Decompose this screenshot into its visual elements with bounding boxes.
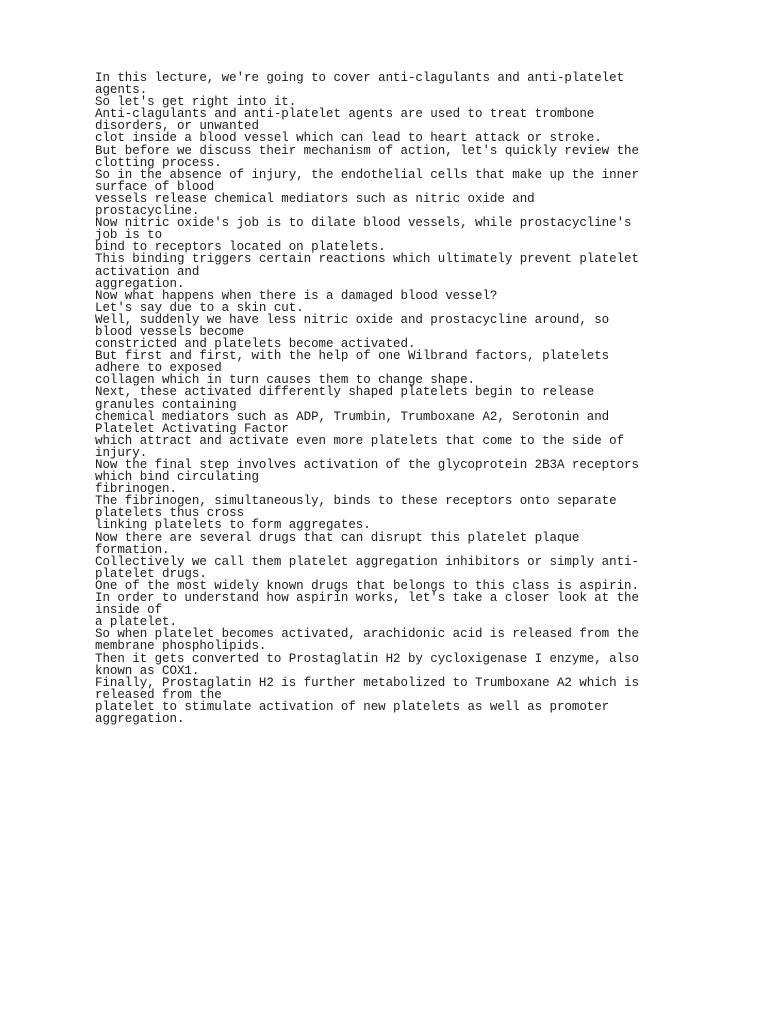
transcript-line: The fibrinogen, simultaneously, binds to these receptors onto separate	[95, 494, 617, 509]
transcript-line: surface of blood	[95, 179, 215, 194]
transcript-line: In this lecture, we're going to cover anti-clagulants and anti-platelet	[95, 71, 625, 85]
transcript-line: bind to receptors located on platelets.	[95, 240, 386, 255]
transcript-line: prostacycline.	[95, 204, 200, 219]
transcript-line: But first and first, with the help of one Wilbrand factors, platelets	[95, 349, 610, 364]
transcript-line: platelet to stimulate activation of new platelets as well as promoter	[95, 699, 610, 714]
transcript-line: Now the final step involves activation of the glycoprotein 2B3A receptors	[95, 458, 639, 472]
transcript-line: vessels release chemical mediators such as nitric oxide and	[95, 191, 535, 206]
transcript-line: disorders, or unwanted	[95, 119, 259, 134]
transcript-line: So let's get right into it.	[95, 95, 297, 110]
transcript-line: Now what happens when there is a damaged blood vessel?	[95, 288, 498, 303]
transcript-line: So when platelet becomes activated, arachidonic acid is released from the	[95, 627, 639, 642]
transcript-line: a platelet.	[95, 615, 177, 630]
transcript-line: Now nitric oxide's job is to dilate blood vessels, while prostacycline's	[95, 216, 632, 231]
transcript-line: Let's say due to a skin cut.	[95, 300, 304, 315]
transcript-line: aggregation.	[95, 276, 185, 291]
transcript-line: constricted and platelets become activated.	[95, 337, 416, 352]
transcript-line: But before we discuss their mechanism of action, let's quickly review the	[95, 143, 639, 158]
transcript-line: agents.	[95, 83, 148, 98]
transcript-line: chemical mediators such as ADP, Trumbin, Trumboxane A2, Serotonin and	[95, 409, 610, 424]
transcript-line: clotting process.	[95, 155, 222, 170]
transcript-line: One of the most widely known drugs that belongs to this class is aspirin.	[95, 578, 639, 593]
transcript-line: job is to	[95, 228, 163, 243]
transcript-line: Platelet Activating Factor	[95, 421, 289, 436]
transcript-text	[95, 72, 695, 725]
transcript-line: granules containing	[95, 397, 237, 412]
transcript-line: Then it gets converted to Prostaglatin H2 by cycloxigenase I enzyme, also	[95, 651, 639, 666]
transcript-line: Collectively we call them platelet aggregation inhibitors or simply anti-	[95, 554, 639, 569]
transcript-line: injury.	[95, 445, 148, 460]
transcript-line: blood vessels become	[95, 324, 245, 339]
transcript-line: linking platelets to form aggregates.	[95, 518, 371, 533]
transcript-line: collagen which in turn causes them to change shape.	[95, 373, 476, 388]
transcript-line: fibrinogen.	[95, 482, 177, 497]
transcript-line: membrane phospholipids.	[95, 639, 267, 654]
transcript-line: formation.	[95, 542, 170, 557]
transcript-line: aggregation.	[95, 711, 185, 726]
transcript-line: Now there are several drugs that can disrupt this platelet plaque	[95, 530, 580, 545]
transcript-line: activation and	[95, 264, 200, 279]
transcript-line: which bind circulating	[95, 470, 259, 485]
transcript-line: Well, suddenly we have less nitric oxide and prostacycline around, so	[95, 312, 610, 327]
transcript-line: Anti-clagulants and anti-platelet agents are used to treat trombone	[95, 107, 595, 122]
transcript-line: This binding triggers certain reactions which ultimately prevent platelet	[95, 252, 639, 267]
transcript-line: Next, these activated differently shaped platelets begin to release	[95, 385, 595, 400]
transcript-line: known as COX1.	[95, 663, 200, 678]
transcript-line: So in the absence of injury, the endothelial cells that make up the inner	[95, 167, 639, 182]
transcript-line: Finally, Prostaglatin H2 is further metabolized to Trumboxane A2 which is	[95, 675, 639, 690]
transcript-line: adhere to exposed	[95, 361, 222, 376]
transcript-line: platelet drugs.	[95, 566, 207, 581]
transcript-line: released from the	[95, 687, 222, 702]
transcript-line: which attract and activate even more platelets that come to the side of	[95, 433, 625, 448]
transcript-line: In order to understand how aspirin works, let's take a closer look at the	[95, 591, 639, 606]
transcript-line: inside of	[95, 603, 163, 618]
transcript-line: platelets thus cross	[95, 506, 245, 521]
transcript-line: clot inside a blood vessel which can lead to heart attack or stroke.	[95, 131, 602, 146]
